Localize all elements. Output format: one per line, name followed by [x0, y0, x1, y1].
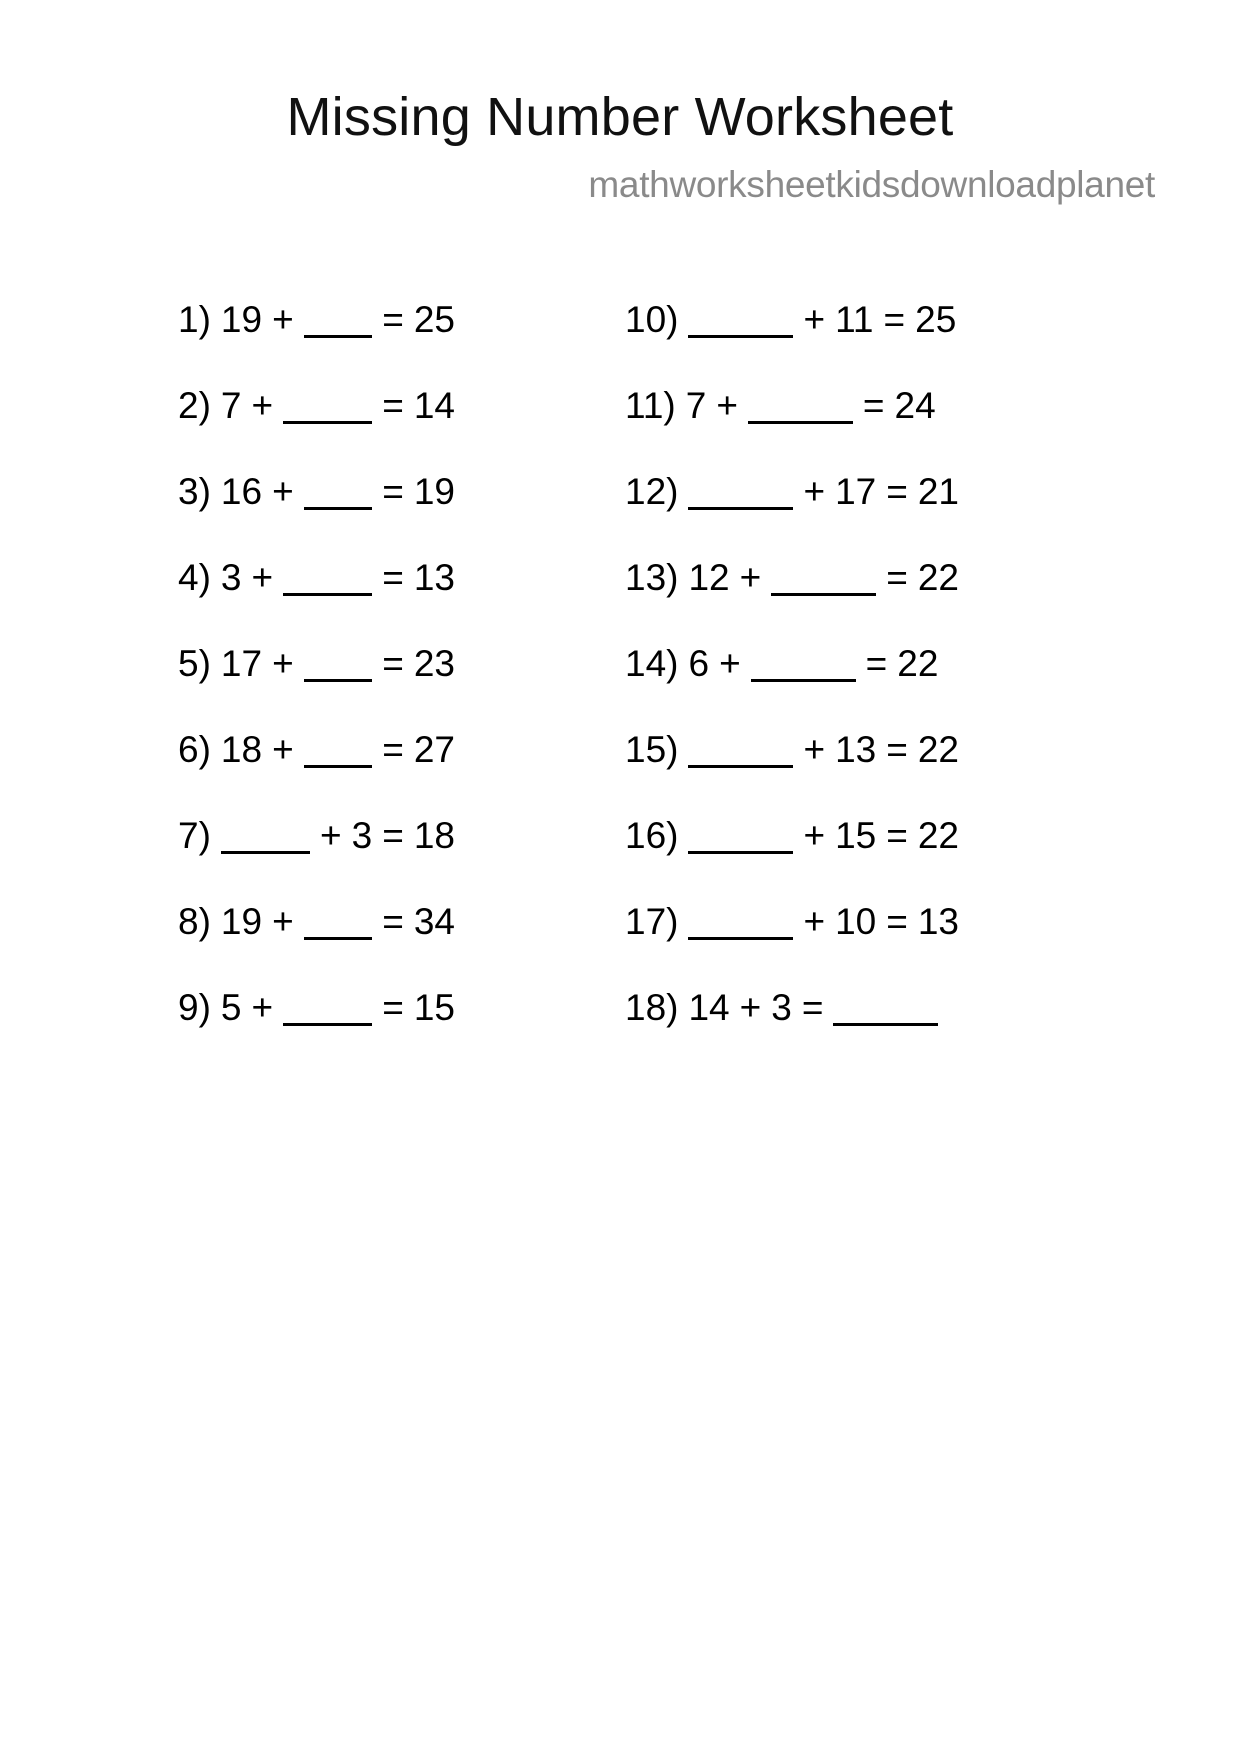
sum-result: 25	[413, 299, 455, 340]
problem-item	[178, 902, 455, 988]
equals-sign: =	[886, 815, 908, 856]
operand-a: 7	[220, 385, 242, 426]
plus-sign: +	[803, 729, 826, 770]
problem-number: 3)	[178, 471, 211, 512]
problem-column-right	[455, 300, 1015, 1074]
answer-blank[interactable]	[304, 765, 373, 768]
sum-result: 21	[917, 471, 960, 512]
sum-result: 13	[917, 901, 960, 942]
answer-blank[interactable]	[771, 593, 876, 596]
operand-b: 17	[835, 471, 877, 512]
problem-item	[625, 386, 1015, 472]
operand-b: 15	[835, 815, 877, 856]
problem-number: 6)	[178, 729, 211, 770]
problem-item	[625, 300, 1015, 386]
sum-result: 15	[413, 987, 455, 1028]
problem-item	[625, 816, 1015, 902]
answer-blank[interactable]	[304, 335, 373, 338]
plus-sign: +	[251, 987, 274, 1028]
problem-item	[178, 988, 455, 1074]
equals-sign: =	[382, 471, 404, 512]
problem-item	[178, 558, 455, 644]
answer-blank[interactable]	[283, 421, 372, 424]
equals-sign: =	[862, 385, 885, 426]
problem-item	[625, 472, 1015, 558]
equals-sign: =	[801, 987, 824, 1028]
answer-blank[interactable]	[688, 851, 793, 854]
plus-sign: +	[719, 643, 741, 684]
sum-result: 22	[917, 729, 960, 770]
operand-a: 16	[220, 471, 263, 512]
answer-blank[interactable]	[751, 679, 856, 682]
problem-number: 14)	[625, 643, 679, 684]
problem-number: 1)	[178, 299, 211, 340]
sum-result: 25	[915, 299, 957, 340]
sum-result: 22	[917, 815, 960, 856]
operand-a: 7	[685, 385, 707, 426]
sum-result: 27	[413, 729, 455, 770]
sum-result: 34	[413, 901, 455, 942]
problem-item	[178, 386, 455, 472]
problem-number: 8)	[178, 901, 211, 942]
sum-result: 19	[413, 471, 455, 512]
equals-sign: =	[886, 557, 908, 598]
equals-sign: =	[382, 815, 404, 856]
problem-item	[178, 472, 455, 558]
plus-sign: +	[803, 901, 826, 942]
site-watermark: mathworksheetkidsdownloadplanet	[588, 164, 1155, 205]
answer-blank[interactable]	[688, 507, 793, 510]
problems-container	[0, 300, 1240, 1074]
operand-b: 3	[351, 815, 373, 856]
operand-b: 10	[835, 901, 877, 942]
equals-sign: =	[886, 471, 908, 512]
plus-sign: +	[803, 471, 826, 512]
operand-a: 5	[220, 987, 242, 1028]
problem-item	[625, 644, 1015, 730]
problem-item	[178, 730, 455, 816]
plus-sign: +	[272, 901, 294, 942]
plus-sign: +	[320, 815, 342, 856]
operand-a: 6	[688, 643, 710, 684]
problem-number: 13)	[625, 557, 679, 598]
operand-a: 19	[220, 901, 263, 942]
problem-item	[625, 558, 1015, 644]
sum-result: 22	[917, 557, 960, 598]
problem-number: 17)	[625, 901, 679, 942]
answer-blank[interactable]	[748, 421, 853, 424]
problem-item	[178, 644, 455, 730]
operand-a: 3	[220, 557, 242, 598]
problem-number: 9)	[178, 987, 211, 1028]
problem-number: 10)	[625, 299, 679, 340]
equals-sign: =	[883, 299, 906, 340]
operand-a: 18	[220, 729, 263, 770]
answer-blank[interactable]	[283, 593, 372, 596]
problem-number: 15)	[625, 729, 679, 770]
problem-item	[625, 730, 1015, 816]
sum-result: 18	[413, 815, 455, 856]
plus-sign: +	[272, 643, 294, 684]
plus-sign: +	[272, 299, 294, 340]
answer-blank[interactable]	[283, 1023, 372, 1026]
operand-b: 11	[835, 299, 874, 340]
equals-sign: =	[865, 643, 888, 684]
operand-a: 14	[688, 987, 730, 1028]
answer-blank[interactable]	[304, 507, 373, 510]
operand-a: 17	[220, 643, 263, 684]
problem-number: 16)	[625, 815, 679, 856]
answer-blank[interactable]	[304, 679, 373, 682]
answer-blank[interactable]	[688, 335, 793, 338]
answer-blank[interactable]	[221, 851, 310, 854]
operand-b: 13	[835, 729, 877, 770]
problem-number: 7)	[178, 815, 211, 856]
equals-sign: =	[382, 901, 404, 942]
plus-sign: +	[803, 815, 826, 856]
problem-item	[625, 988, 1015, 1074]
sum-result: 13	[413, 557, 455, 598]
equals-sign: =	[382, 643, 404, 684]
equals-sign: =	[382, 987, 404, 1028]
problem-item	[178, 300, 455, 386]
problem-number: 4)	[178, 557, 211, 598]
equals-sign: =	[886, 901, 908, 942]
plus-sign: +	[716, 385, 738, 426]
equals-sign: =	[382, 299, 404, 340]
problem-number: 2)	[178, 385, 211, 426]
page-title: Missing Number Worksheet	[286, 87, 954, 147]
operand-b: 3	[771, 987, 792, 1028]
plus-sign: +	[739, 557, 762, 598]
answer-blank[interactable]	[688, 765, 793, 768]
problem-column-left	[0, 300, 455, 1074]
problem-item	[178, 816, 455, 902]
sum-result: 23	[413, 643, 455, 684]
equals-sign: =	[382, 729, 404, 770]
problem-number: 12)	[625, 471, 679, 512]
problem-number: 18)	[625, 987, 679, 1028]
problem-item	[625, 902, 1015, 988]
plus-sign: +	[803, 299, 826, 340]
sum-result: 22	[897, 643, 939, 684]
sum-result: 24	[894, 385, 936, 426]
problem-number: 11)	[625, 385, 676, 426]
equals-sign: =	[886, 729, 908, 770]
plus-sign: +	[251, 385, 274, 426]
plus-sign: +	[251, 557, 274, 598]
equals-sign: =	[382, 385, 404, 426]
operand-a: 19	[220, 299, 263, 340]
problem-number: 5)	[178, 643, 211, 684]
operand-a: 12	[688, 557, 730, 598]
answer-blank[interactable]	[833, 1023, 938, 1026]
equals-sign: =	[382, 557, 404, 598]
answer-blank[interactable]	[304, 937, 373, 940]
plus-sign: +	[272, 729, 294, 770]
plus-sign: +	[739, 987, 762, 1028]
sum-result: 14	[413, 385, 455, 426]
plus-sign: +	[272, 471, 294, 512]
answer-blank[interactable]	[688, 937, 793, 940]
